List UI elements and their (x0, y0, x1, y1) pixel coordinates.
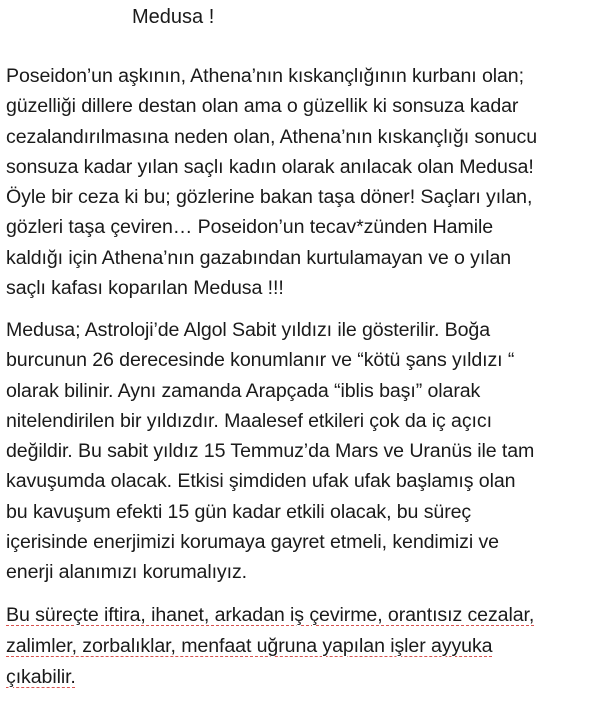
text-line: saçlı kafası koparılan Medusa !!! (6, 277, 284, 300)
text-line: gözleri taşa çeviren… Poseidon’un tecav*zünden Hamile (6, 216, 493, 239)
underlined-text-line: Bu süreçte iftira, ihanet, arkadan iş çevirme, orantısız cezalar, (6, 604, 535, 626)
text-line: kaldığı için Athena’nın gazabından kurtulamayan ve o yılan (6, 246, 512, 269)
paragraph-algol-astrology (6, 315, 598, 588)
text-line: bu kavuşum efekti 15 gün kadar etkili olacak, bu süreç (6, 500, 472, 523)
underlined-text-line: zalimler, zorbalıklar, menfaat uğruna yapılan işler ayyuka (6, 635, 493, 657)
text-line: içerisinde enerjimizi korumaya gayret etmeli, kendimizi ve (6, 531, 499, 554)
text-line: güzelliği dillere destan olan ama o güzellik ki sonsuza kadar (6, 95, 519, 118)
paragraph-medusa-myth (6, 61, 598, 303)
text-line: Öyle bir ceza ki bu; gözlerine bakan taşa döner! Saçları yılan, (6, 186, 533, 209)
text-line: burcunun 26 derecesinde konumlanır ve “kötü şans yıldızı “ (6, 349, 515, 372)
text-line: olarak bilinir. Aynı zamanda Arapçada “iblis başı” olarak (6, 379, 481, 402)
text-line: değildir. Bu sabit yıldız 15 Temmuz’da Mars ve Uranüs ile tam (6, 440, 535, 463)
text-line: nitelendirilen bir yıldızdır. Maalesef etkileri çok da iç açıcı (6, 409, 492, 432)
text-line: enerji alanımızı korumalıyız. (6, 561, 248, 584)
paragraph-warning (6, 600, 598, 693)
document-title: Medusa ! (132, 6, 215, 28)
text-line: Poseidon’un aşkının, Athena’nın kıskançlığının kurbanı olan; (6, 65, 524, 87)
text-line: kavuşumda olacak. Etkisi şimdiden ufak ufak başlamış olan (6, 470, 516, 493)
underlined-text-line: çıkabilir. (6, 666, 76, 688)
text-line: sonsuza kadar yılan saçlı kadın olarak anılacak olan Medusa! (6, 155, 534, 178)
text-line: cezalandırılmasına neden olan, Athena’nın kıskançlığı sonucu (6, 125, 538, 148)
text-line: Medusa; Astroloji’de Algol Sabit yıldızı ile gösterilir. Boğa (6, 319, 491, 341)
